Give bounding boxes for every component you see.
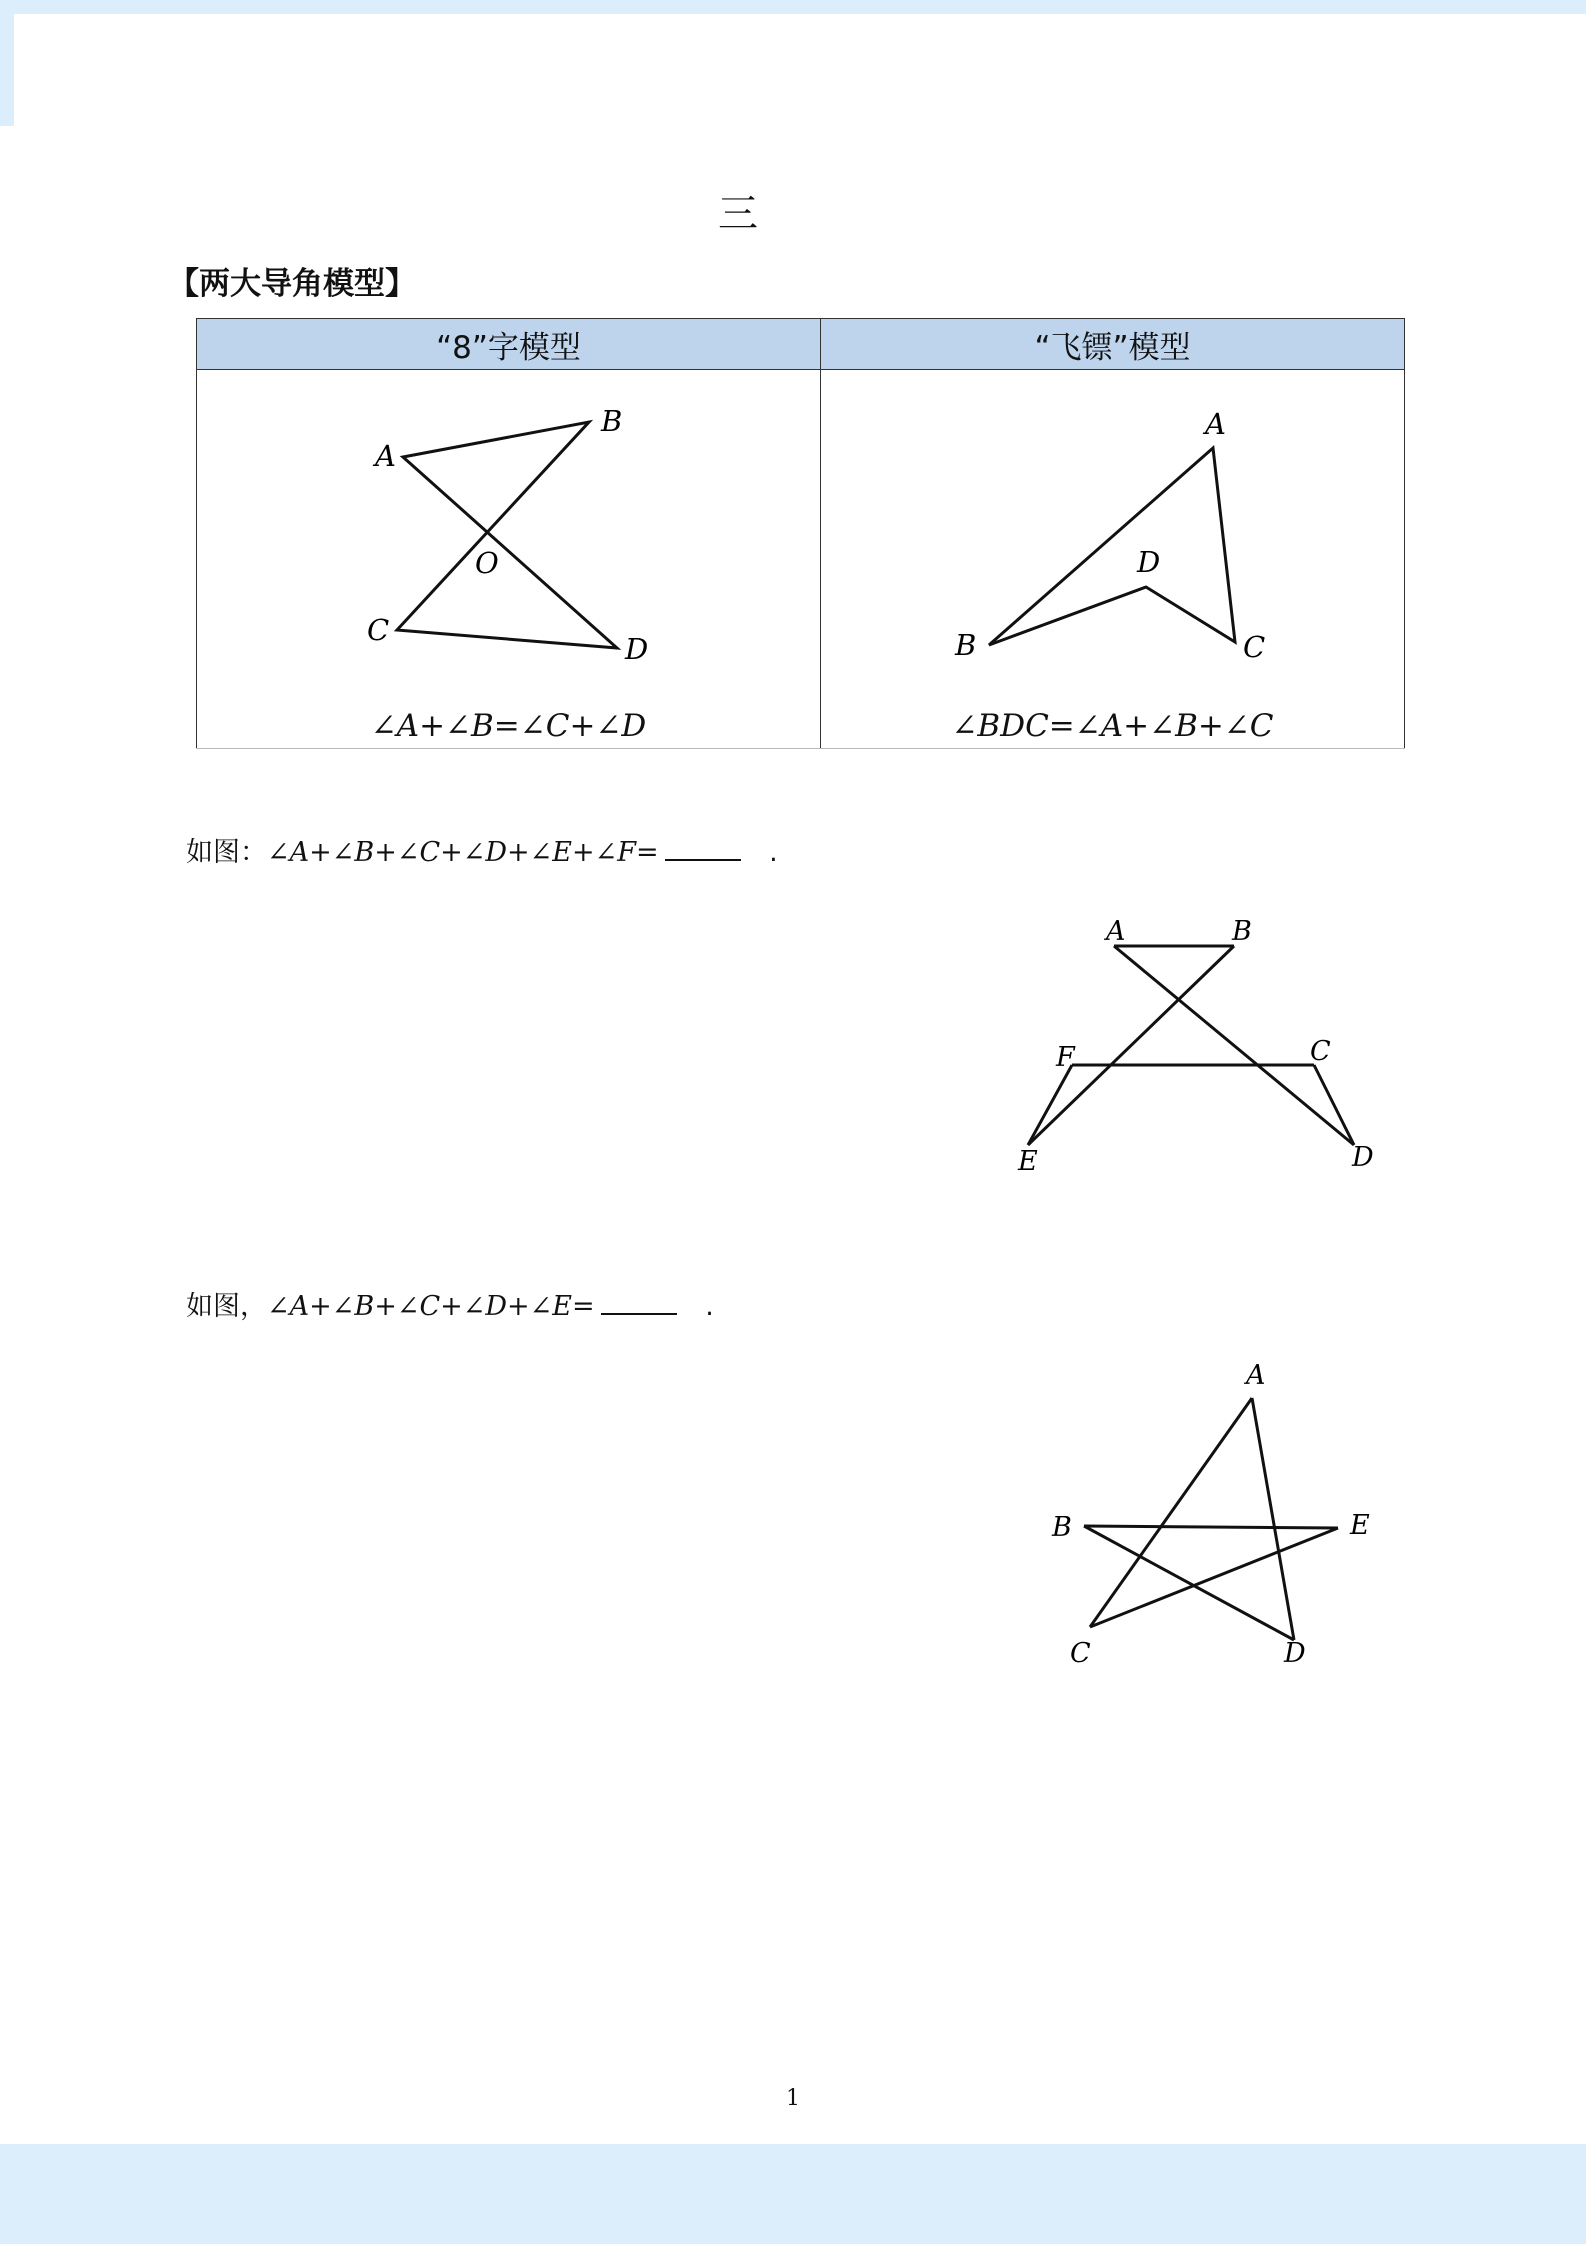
label-c: C	[1310, 1036, 1331, 1067]
problem-2-figure	[1040, 1350, 1390, 1680]
left-decor-band	[0, 0, 14, 126]
model-table	[196, 318, 1405, 749]
problem-1-answer-blank[interactable]	[665, 837, 741, 861]
eight-model-shape	[397, 422, 617, 648]
label-c: C	[367, 613, 390, 647]
label-d: D	[1137, 545, 1161, 579]
problem-1-suffix: .	[769, 837, 778, 868]
label-c: C	[1243, 630, 1266, 664]
problem-1-expression: ∠A+∠B+∠C+∠D+∠E+∠F=	[267, 837, 659, 868]
dart-model-figure	[821, 370, 1405, 748]
model-cell-dart	[821, 370, 1405, 749]
label-d: D	[1284, 1638, 1306, 1669]
label-a: A	[1205, 407, 1226, 441]
problem-2-answer-blank[interactable]	[601, 1291, 677, 1315]
label-c: C	[1070, 1638, 1091, 1669]
problem-2-expression: ∠A+∠B+∠C+∠D+∠E=	[267, 1291, 595, 1322]
problem-1-figure	[1000, 900, 1400, 1190]
problem-1-prefix: 如图：	[186, 837, 267, 868]
section-heading: 【两大导角模型】	[168, 266, 416, 302]
label-e: E	[1018, 1146, 1038, 1177]
model-header-eight: “8”字模型	[197, 319, 821, 370]
eight-model-figure	[197, 370, 821, 748]
label-b: B	[1052, 1512, 1072, 1543]
problem-1-text	[186, 830, 778, 869]
label-b: B	[1232, 916, 1252, 947]
label-a: A	[1246, 1360, 1266, 1391]
dart-model-shape	[989, 448, 1235, 645]
dart-model-formula: ∠BDC=∠A+∠B+∠C	[951, 708, 1274, 744]
label-b: B	[955, 628, 977, 662]
label-f: F	[1056, 1042, 1075, 1073]
model-header-dart: “飞镖”模型	[821, 319, 1405, 370]
page-number: 1	[786, 2086, 800, 2111]
page-title: 三	[718, 191, 758, 237]
top-decor-band	[0, 0, 1586, 14]
bottom-decor-band	[0, 2144, 1586, 2244]
model-cell-eight	[197, 370, 821, 749]
label-e: E	[1350, 1510, 1370, 1541]
eight-model-formula: ∠A+∠B=∠C+∠D	[370, 708, 647, 744]
label-a: A	[375, 439, 396, 473]
label-d: D	[625, 632, 649, 666]
label-a: A	[1106, 916, 1126, 947]
label-b: B	[601, 404, 623, 438]
label-d: D	[1352, 1142, 1374, 1173]
label-o: O	[475, 546, 499, 580]
problem-2-text	[186, 1284, 714, 1323]
problem-2-suffix: .	[705, 1291, 714, 1322]
problem-2-prefix: 如图，	[186, 1291, 267, 1322]
